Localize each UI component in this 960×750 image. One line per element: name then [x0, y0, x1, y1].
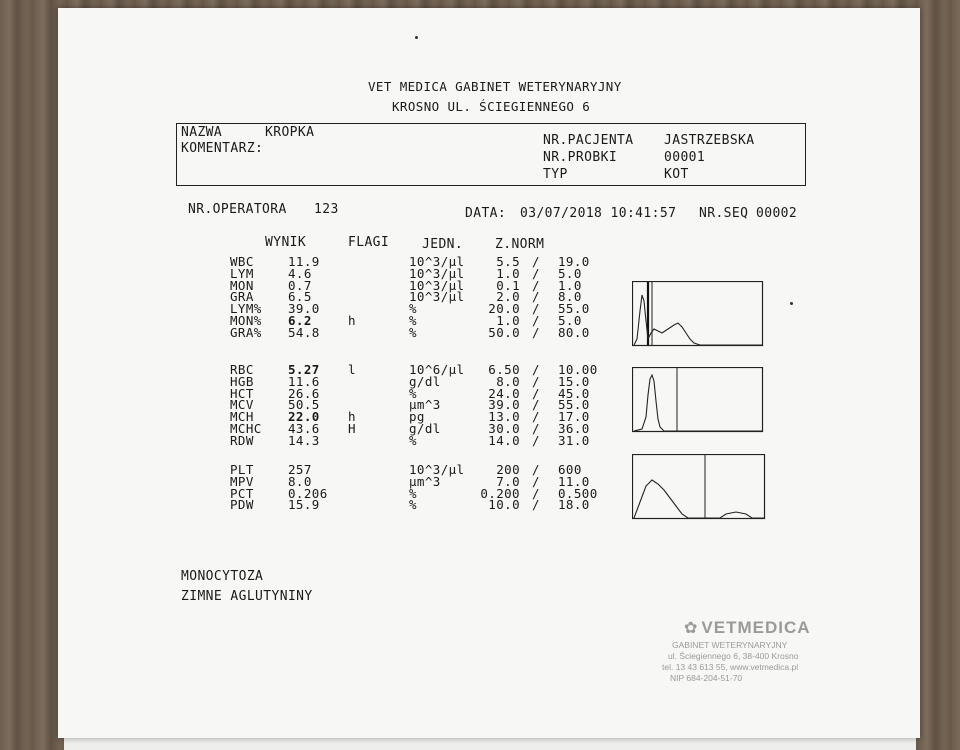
cell-high: 55.0	[558, 397, 590, 413]
cell-low: 5.5	[496, 254, 520, 269]
cell-value: 43.6	[288, 421, 320, 436]
clinic-stamp	[650, 618, 810, 718]
cell-value: 257	[288, 462, 312, 477]
paper-speck	[790, 302, 793, 305]
cell-unit: %	[409, 324, 417, 340]
cell-flag: h	[348, 313, 356, 328]
cell-high: 36.0	[558, 421, 590, 436]
cell-low: 0.200	[480, 485, 520, 501]
header-norm: Z.NORM	[495, 237, 545, 252]
cell-high: 600	[558, 462, 582, 477]
stamp-line-1: GABINET WETERYNARYJNY	[672, 640, 788, 650]
cell-unit: %	[409, 497, 417, 513]
cell-unit: %	[409, 485, 417, 501]
cell-value: 15.9	[288, 497, 320, 513]
cell-unit: g/dl	[409, 373, 441, 389]
cell-param: WBC	[230, 254, 254, 269]
cell-low: 14.0	[488, 432, 520, 448]
rbc-histogram-frame	[633, 368, 763, 432]
range-separator: /	[532, 265, 540, 281]
cell-unit: 10^3/µl	[409, 254, 465, 269]
range-separator: /	[532, 462, 540, 477]
cell-low: 30.0	[488, 421, 520, 436]
clinic-address: KROSNO UL. ŚCIEGIENNEGO 6	[392, 99, 591, 114]
seq-label: NR.SEQ	[699, 206, 749, 221]
range-separator: /	[532, 485, 540, 501]
cell-low: 24.0	[488, 385, 520, 401]
comment-label: KOMENTARZ:	[181, 141, 264, 156]
cell-param: RDW	[230, 432, 254, 448]
cell-unit: 10^3/µl	[409, 265, 465, 281]
cell-low: 200	[496, 462, 520, 477]
cell-value: 39.0	[288, 301, 320, 317]
range-separator: /	[532, 362, 540, 377]
cell-value: 4.6	[288, 265, 312, 281]
cell-param: MCHC	[230, 421, 262, 436]
operator-label: NR.OPERATORA	[188, 202, 287, 217]
cell-unit: %	[409, 385, 417, 401]
plt-histogram-frame	[633, 455, 765, 519]
stamp-line-4: NIP 684-204-51-70	[670, 673, 743, 683]
cell-param: LYM%	[230, 301, 262, 317]
rbc-distribution-curve	[634, 375, 762, 431]
cell-value: 50.5	[288, 397, 320, 413]
cell-high: 10.00	[558, 362, 598, 377]
cell-param: MCH	[230, 409, 254, 425]
cell-param: PCT	[230, 485, 254, 501]
range-separator: /	[532, 409, 540, 425]
cell-value: 0.7	[288, 277, 312, 293]
cell-param: MPV	[230, 473, 254, 489]
type-label: TYP	[543, 167, 568, 182]
cell-param: RBC	[230, 362, 254, 377]
cell-value: 54.8	[288, 324, 320, 340]
cell-high: 5.0	[558, 313, 582, 328]
header-flags: FLAGI	[348, 235, 390, 250]
cell-unit: %	[409, 432, 417, 448]
cell-value: 26.6	[288, 385, 320, 401]
name-label: NAZWA	[181, 125, 223, 140]
name-value: KROPKA	[265, 125, 315, 140]
cell-low: 6.50	[488, 362, 520, 377]
cell-unit: 10^6/µl	[409, 362, 465, 377]
cell-low: 1.0	[496, 313, 520, 328]
cell-param: LYM	[230, 265, 254, 281]
cell-high: 45.0	[558, 385, 590, 401]
wbc-histogram	[632, 281, 764, 347]
sample-no-label: NR.PROBKI	[543, 150, 618, 165]
cell-high: 15.0	[558, 373, 590, 389]
sample-no-value: 00001	[664, 150, 706, 165]
cell-value: 22.0	[288, 409, 320, 425]
paw-icon: ✿	[684, 620, 698, 637]
cell-param: MON%	[230, 313, 262, 328]
date-value: 03/07/2018 10:41:57	[520, 206, 677, 221]
cell-high: 55.0	[558, 301, 590, 317]
cell-low: 50.0	[488, 324, 520, 340]
range-separator: /	[532, 313, 540, 328]
plt-histogram	[632, 454, 766, 520]
cell-unit: µm^3	[409, 397, 441, 413]
cell-param: GRA	[230, 289, 254, 305]
paper-speck	[415, 36, 418, 39]
range-separator: /	[532, 385, 540, 401]
cell-high: 80.0	[558, 324, 590, 340]
cell-low: 39.0	[488, 397, 520, 413]
range-separator: /	[532, 277, 540, 293]
plt-distribution-curve	[634, 480, 764, 518]
cell-unit: 10^3/µl	[409, 289, 465, 305]
cell-flag: H	[348, 421, 356, 436]
cell-low: 1.0	[496, 265, 520, 281]
range-separator: /	[532, 497, 540, 513]
cell-low: 8.0	[496, 373, 520, 389]
cell-high: 8.0	[558, 289, 582, 305]
range-separator: /	[532, 373, 540, 389]
cell-low: 2.0	[496, 289, 520, 305]
cell-flag: h	[348, 409, 356, 425]
cell-low: 13.0	[488, 409, 520, 425]
cell-param: MON	[230, 277, 254, 293]
cell-low: 10.0	[488, 497, 520, 513]
cell-param: MCV	[230, 397, 254, 413]
range-separator: /	[532, 324, 540, 340]
cell-unit: %	[409, 313, 417, 328]
header-result: WYNIK	[265, 235, 307, 250]
range-separator: /	[532, 473, 540, 489]
range-separator: /	[532, 432, 540, 448]
cell-low: 0.1	[496, 277, 520, 293]
header-unit: JEDN.	[422, 237, 464, 252]
cell-high: 18.0	[558, 497, 590, 513]
cell-value: 6.5	[288, 289, 312, 305]
patient-no-label: NR.PACJENTA	[543, 133, 634, 148]
cell-unit: 10^3/µl	[409, 462, 465, 477]
cell-param: GRA%	[230, 324, 262, 340]
cell-value: 5.27	[288, 362, 320, 377]
cell-low: 20.0	[488, 301, 520, 317]
date-label: DATA:	[465, 206, 507, 221]
range-separator: /	[532, 301, 540, 317]
range-separator: /	[532, 421, 540, 436]
cell-unit: pg	[409, 409, 425, 425]
cell-high: 31.0	[558, 432, 590, 448]
cell-value: 14.3	[288, 432, 320, 448]
cell-high: 5.0	[558, 265, 582, 281]
type-value: KOT	[664, 167, 689, 182]
cell-high: 1.0	[558, 277, 582, 293]
range-separator: /	[532, 254, 540, 269]
cell-low: 7.0	[496, 473, 520, 489]
cell-value: 0.206	[288, 485, 328, 501]
cell-param: PLT	[230, 462, 254, 477]
cell-unit: %	[409, 301, 417, 317]
cell-high: 11.0	[558, 473, 590, 489]
cell-unit: µm^3	[409, 473, 441, 489]
cell-high: 0.500	[558, 485, 598, 501]
range-separator: /	[532, 289, 540, 305]
cell-value: 11.9	[288, 254, 320, 269]
stamp-line-2: ul. Ściegiennego 6, 38-400 Krosno	[668, 651, 799, 661]
note-cold-agglutinins: ZIMNE AGLUTYNINY	[181, 589, 313, 604]
wbc-distribution-curve	[634, 295, 762, 345]
rbc-histogram	[632, 367, 764, 433]
operator-value: 123	[314, 202, 339, 217]
cell-unit: 10^3/µl	[409, 277, 465, 293]
cell-high: 19.0	[558, 254, 590, 269]
cell-value: 8.0	[288, 473, 312, 489]
range-separator: /	[532, 397, 540, 413]
cell-flag: l	[348, 362, 356, 377]
seq-value: 00002	[756, 206, 798, 221]
cell-value: 6.2	[288, 313, 312, 328]
cell-param: HGB	[230, 373, 254, 389]
cell-high: 17.0	[558, 409, 590, 425]
cell-value: 11.6	[288, 373, 320, 389]
cell-param: HCT	[230, 385, 254, 401]
note-monocytosis: MONOCYTOZA	[181, 569, 264, 584]
patient-no-value: JASTRZEBSKA	[664, 133, 755, 148]
cell-unit: g/dl	[409, 421, 441, 436]
stamp-line-3: tel. 13 43 613 55, www.vetmedica.pl	[662, 662, 799, 672]
stamp-logo: VETMEDICA	[701, 618, 811, 637]
cell-param: PDW	[230, 497, 254, 513]
clinic-name: VET MEDICA GABINET WETERYNARYJNY	[368, 79, 622, 94]
